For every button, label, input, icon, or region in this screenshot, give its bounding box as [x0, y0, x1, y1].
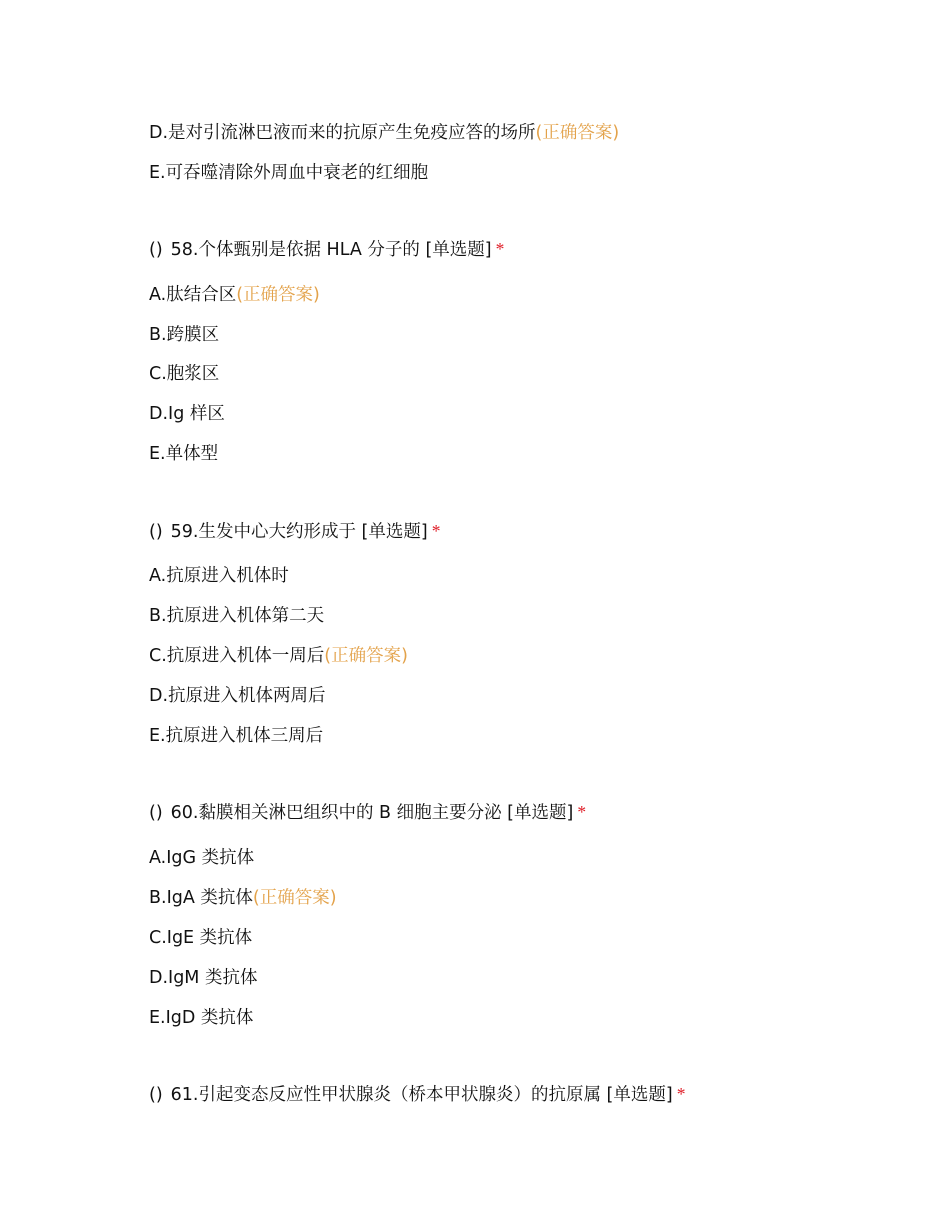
- option-text: C.胞浆区: [149, 364, 220, 384]
- option-text: E.IgD 类抗体: [149, 1008, 254, 1028]
- option-line: [149, 846, 254, 870]
- option-text: E.可吞噬清除外周血中衰老的红细胞: [149, 163, 429, 183]
- option-line: [149, 121, 619, 145]
- option-text: E.抗原进入机体三周后: [149, 726, 324, 746]
- option-line: [149, 926, 252, 950]
- option-text: A.抗原进入机体时: [149, 566, 289, 586]
- answer-blank: (): [149, 522, 163, 542]
- answer-blank: (): [149, 240, 163, 260]
- question-title-58: [149, 237, 504, 262]
- question-title-60: [149, 800, 586, 825]
- question-title-61: [149, 1082, 685, 1107]
- option-line: [149, 564, 289, 588]
- option-text: D.抗原进入机体两周后: [149, 686, 326, 706]
- required-mark: *: [577, 802, 587, 822]
- option-line: [149, 442, 218, 466]
- required-mark: *: [495, 239, 505, 259]
- required-mark: *: [676, 1084, 686, 1104]
- option-line: [149, 604, 324, 628]
- option-text: B.抗原进入机体第二天: [149, 606, 325, 626]
- option-text: D.Ig 样区: [149, 404, 225, 424]
- correct-answer-label: (正确答案): [236, 285, 320, 305]
- option-line: [149, 283, 320, 307]
- answer-blank: (): [149, 803, 163, 823]
- required-mark: *: [431, 521, 441, 541]
- option-line: [149, 362, 219, 386]
- option-text: A.肽结合区: [149, 285, 237, 305]
- option-line: [149, 886, 337, 910]
- question-text: 59.生发中心大约形成于 [单选题]: [170, 522, 428, 542]
- option-text: C.IgE 类抗体: [149, 928, 253, 948]
- option-text: B.跨膜区: [149, 325, 220, 345]
- question-title-59: [149, 519, 440, 544]
- question-text: 60.黏膜相关淋巴组织中的 B 细胞主要分泌 [单选题]: [170, 803, 574, 823]
- option-line: [149, 161, 428, 185]
- option-text: D.是对引流淋巴液而来的抗原产生免疫应答的场所: [149, 123, 536, 143]
- option-text: B.IgA 类抗体: [149, 888, 253, 908]
- option-line: [149, 323, 219, 347]
- option-text: D.IgM 类抗体: [149, 968, 258, 988]
- question-text: 61.引起变态反应性甲状腺炎（桥本甲状腺炎）的抗原属 [单选题]: [170, 1085, 673, 1105]
- option-line: [149, 644, 408, 668]
- correct-answer-label: (正确答案): [324, 646, 408, 666]
- option-line: [149, 724, 323, 748]
- option-line: [149, 966, 257, 990]
- option-text: C.抗原进入机体一周后: [149, 646, 325, 666]
- answer-blank: (): [149, 1085, 163, 1105]
- option-line: [149, 684, 326, 708]
- option-line: [149, 402, 225, 426]
- option-text: E.单体型: [149, 444, 219, 464]
- correct-answer-label: (正确答案): [535, 123, 620, 143]
- correct-answer-label: (正确答案): [252, 888, 337, 908]
- option-line: [149, 1006, 253, 1030]
- question-text: 58.个体甄别是依据 HLA 分子的 [单选题]: [170, 240, 492, 260]
- option-text: A.IgG 类抗体: [149, 848, 255, 868]
